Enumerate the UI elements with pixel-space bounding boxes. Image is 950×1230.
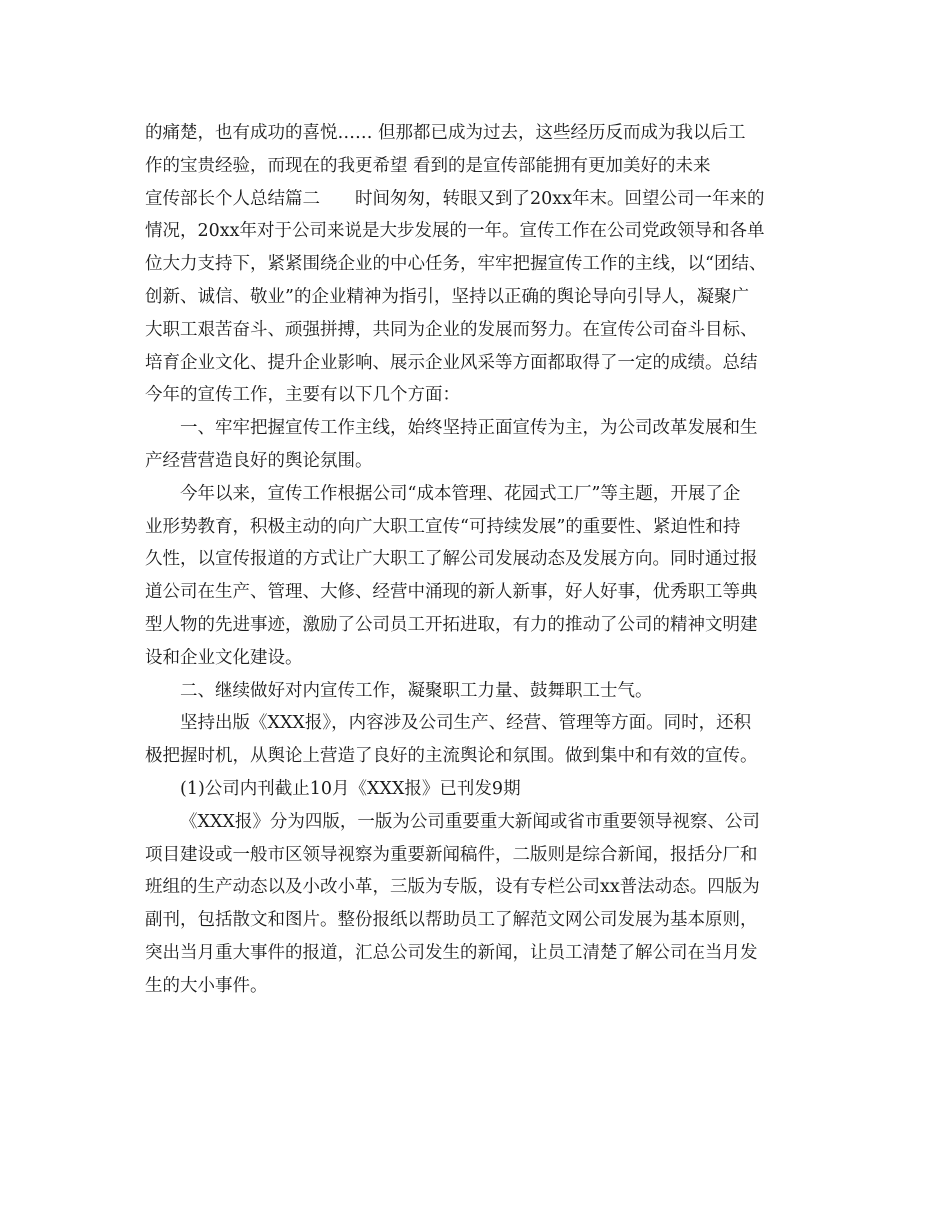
text-line: 作的宝贵经验，而现在的我更希望 看到的是宣传部能拥有更加美好的未来: [145, 155, 711, 176]
text-line: (1)公司内刊截止10月《XXX报》已刊发9期: [180, 778, 521, 799]
text-line: 培育企业文化、提升企业影响、展示企业风采等方面都取得了一定的成绩。总结: [145, 352, 758, 373]
text-line: 位大力支持下，紧紧围绕企业的中心任务，牢牢把握宣传工作的主线，以“团结、: [145, 254, 767, 275]
text-line: 班组的生产动态以及小改小革，三版为专版，设有专栏公司xx普法动态。四版为: [145, 877, 760, 898]
text-line: 极把握时机，从舆论上营造了良好的主流舆论和氛围。做到集中和有效的宣传。: [145, 746, 758, 767]
text-line: 的痛楚，也有成功的喜悦…… 但那都已成为过去，这些经历反而成为我以后工: [145, 123, 746, 143]
text-line: 设和企业文化建设。: [145, 647, 303, 668]
text-line: 道公司在生产、管理、大修、经营中涌现的新人新事，好人好事，优秀职工等典: [145, 582, 758, 603]
text-line: 业形势教育，积极主动的向广大职工宣传“可持续发展”的重要性、紧迫性和持: [145, 516, 741, 537]
text-line: 生的大小事件。: [145, 975, 268, 996]
text-line: 坚持出版《XXX报》，内容涉及公司生产、经营、管理等方面。同时，还积: [180, 713, 752, 734]
text-line: 产经营营造良好的舆论氛围。: [145, 450, 373, 471]
text-line: 大职工艰苦奋斗、顽强拼搏，共同为企业的发展而努力。在宣传公司奋斗目标、: [145, 319, 758, 340]
text-line: 二、继续做好对内宣传工作，凝聚职工力量、鼓舞职工士气。: [180, 680, 653, 701]
text-line: 宣传部长个人总结篇二 时间匆匆，转眼又到了20xx年末。回望公司一年来的: [145, 188, 765, 209]
text-line: 今年的宣传工作，主要有以下几个方面：: [145, 385, 460, 406]
text-line: 一、牢牢把握宣传工作主线，始终坚持正面宣传为主，为公司改革发展和生: [180, 418, 758, 439]
text-line: 突出当月重大事件的报道，汇总公司发生的新闻，让员工清楚了解公司在当月发: [145, 942, 758, 963]
text-line: 副刊，包括散文和图片。整份报纸以帮助员工了解范文网公司发展为基本原则，: [145, 910, 758, 931]
text-line: 《XXX报》分为四版，一版为公司重要重大新闻或省市重要领导视察、公司: [180, 811, 760, 832]
text-line: 创新、诚信、敬业”的企业精神为指引，坚持以正确的舆论导向引导人，凝聚广: [145, 286, 749, 307]
text-line: 情况，20xx年对于公司来说是大步发展的一年。宣传工作在公司党政领导和各单: [145, 221, 765, 242]
text-line: 久性，以宣传报道的方式让广大职工了解公司发展动态及发展方向。同时通过报: [145, 549, 758, 570]
text-line: 项目建设或一般市区领导视察为重要新闻稿件，二版则是综合新闻，报括分厂和: [145, 844, 758, 865]
text-line: 今年以来，宣传工作根据公司“成本管理、花园式工厂”等主题，开展了企: [180, 483, 741, 504]
document-body: [145, 117, 807, 1003]
text-line: 型人物的先进事迹，激励了公司员工开拓进取，有力的推动了公司的精神文明建: [145, 614, 758, 635]
